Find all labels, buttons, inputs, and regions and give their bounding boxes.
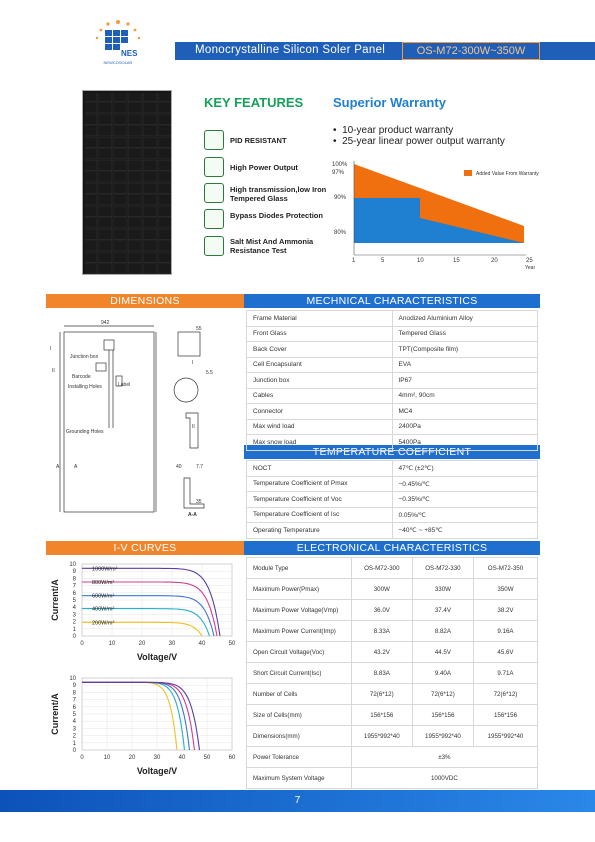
- dimensions-drawing: [46, 318, 242, 518]
- table-cell: Cables: [247, 388, 393, 404]
- x-tick: 10: [417, 258, 424, 264]
- table-cell: 1955*992*40: [351, 726, 412, 747]
- mechanical-table: [246, 310, 538, 451]
- table-row: [247, 388, 538, 404]
- y-tick: 97%: [332, 170, 345, 176]
- x-tick-label: 40: [178, 755, 186, 761]
- table-cell: Operating Temperature: [247, 523, 393, 539]
- table-cell: −0.45%/℃: [392, 476, 538, 492]
- y-tick-label: 5: [72, 712, 76, 718]
- temperature-header: TEMPERATURE COEFFICIENT: [244, 445, 540, 459]
- x-tick-label: 0: [80, 641, 84, 647]
- table-cell: Module Type: [247, 558, 352, 579]
- table-cell: 330W: [412, 579, 473, 600]
- svg-text:A: A: [74, 464, 78, 470]
- svg-text:Grounding Holes: Grounding Holes: [66, 429, 104, 435]
- x-tick-label: 50: [228, 641, 236, 647]
- y-tick-label: 9: [72, 569, 76, 576]
- svg-text:5.5: 5.5: [206, 370, 213, 376]
- power-icon: [204, 157, 224, 177]
- x-tick-label: 30: [153, 755, 161, 761]
- table-cell: 1955*992*40: [473, 726, 537, 747]
- series-label: 200W/m²: [92, 620, 115, 627]
- table-cell: Power Tolerance: [247, 747, 352, 768]
- table-cell: 8.82A: [412, 621, 473, 642]
- warranty-title: Superior Warranty: [333, 95, 446, 110]
- feature-label: High transmission,low Iron Tempered Glass: [230, 185, 327, 203]
- table-cell: −0.35%/℃: [392, 492, 538, 508]
- table-cell: Size of Cells(mm): [247, 705, 352, 726]
- table-cell: Max snow load: [247, 435, 393, 451]
- table-cell: MC4: [392, 404, 538, 420]
- x-tick: 25: [526, 258, 533, 264]
- table-row: [247, 404, 538, 420]
- table-cell: IP67: [392, 373, 538, 389]
- x-tick: 1: [352, 258, 356, 264]
- x-tick: 5: [381, 258, 385, 264]
- feature-label: High Power Output: [230, 163, 298, 172]
- svg-text:35: 35: [196, 499, 202, 505]
- table-row: [247, 373, 538, 389]
- y-axis-label: Current/A: [50, 693, 60, 735]
- table-cell: 8.83A: [351, 663, 412, 684]
- table-cell: ±3%: [351, 747, 537, 768]
- svg-text:A: A: [56, 464, 60, 470]
- y-tick-label: 2: [72, 619, 76, 626]
- table-cell: 2400Pa: [392, 419, 538, 435]
- y-tick: 80%: [334, 230, 347, 236]
- legend-swatch: [464, 170, 472, 176]
- table-cell: 43.2V: [351, 642, 412, 663]
- table-row: [247, 663, 538, 684]
- table-cell: 9.16A: [473, 621, 537, 642]
- table-cell: 4mm², 90cm: [392, 388, 538, 404]
- x-tick-label: 20: [138, 641, 146, 647]
- dimensions-header: DIMENSIONS: [46, 294, 244, 308]
- y-tick-label: 1: [72, 740, 76, 747]
- table-cell: Junction box: [247, 373, 393, 389]
- table-cell: Maximum Power(Pmax): [247, 579, 352, 600]
- table-cell: Front Glass: [247, 326, 393, 342]
- y-tick-label: 10: [69, 676, 76, 682]
- table-cell: Open Circuit Voltage(Voc): [247, 642, 352, 663]
- table-cell: Cell Encapsulant: [247, 357, 393, 373]
- electrical-header: ELECTRONICAL CHARACTERISTICS: [244, 541, 540, 555]
- table-row: [247, 600, 538, 621]
- x-tick: 15: [453, 258, 460, 264]
- table-cell: TPT(Composite film): [392, 342, 538, 358]
- x-tick: 20: [491, 258, 498, 264]
- table-row: [247, 435, 538, 451]
- table-cell: 36.0V: [351, 600, 412, 621]
- table-cell: 37.4V: [412, 600, 473, 621]
- table-cell: 38.2V: [473, 600, 537, 621]
- svg-text:7.7: 7.7: [196, 464, 203, 470]
- table-cell: 9.71A: [473, 663, 537, 684]
- table-row: [247, 311, 538, 327]
- page-title: Monocrystalline Silicon Soler Panel: [195, 44, 386, 56]
- table-row: [247, 419, 538, 435]
- x-tick-label: 20: [128, 755, 136, 761]
- y-tick-label: 9: [72, 683, 76, 690]
- table-row: [247, 705, 538, 726]
- table-cell: Temperature Coefficient of Pmax: [247, 476, 393, 492]
- iv-series-line: [82, 593, 214, 636]
- svg-text:Label: Label: [118, 382, 131, 388]
- y-tick-label: 0: [72, 634, 76, 640]
- warranty-blue-area-1: [354, 198, 420, 243]
- table-row: [247, 461, 538, 477]
- footer-bar: [0, 790, 595, 812]
- table-row: [247, 326, 538, 342]
- table-cell: 156*156: [473, 705, 537, 726]
- table-row: [247, 642, 538, 663]
- table-row: [247, 768, 538, 789]
- table-cell: 72(6*12): [351, 684, 412, 705]
- svg-text:942: 942: [101, 320, 110, 326]
- table-cell: 72(6*12): [412, 684, 473, 705]
- table-row: [247, 342, 538, 358]
- y-axis-label: Current/A: [50, 579, 60, 621]
- table-cell: 156*156: [351, 705, 412, 726]
- legend-label: Added Value From Warranty: [476, 171, 539, 177]
- temperature-table: [246, 460, 538, 539]
- pid-icon: [204, 130, 224, 150]
- table-cell: Frame Material: [247, 311, 393, 327]
- table-cell: OS-M72-350: [473, 558, 537, 579]
- key-features-title: KEY FEATURES: [204, 95, 304, 110]
- mechanical-header: MECHNICAL CHARACTERISTICS: [244, 294, 540, 308]
- table-cell: 8.33A: [351, 621, 412, 642]
- table-row: [247, 621, 538, 642]
- table-cell: OS-M72-330: [412, 558, 473, 579]
- svg-text:40: 40: [176, 464, 182, 470]
- table-cell: Back Cover: [247, 342, 393, 358]
- table-cell: 5400Pa: [392, 435, 538, 451]
- logo-text: NES: [121, 49, 138, 58]
- svg-text:I: I: [50, 346, 52, 352]
- x-unit: Year: [525, 265, 536, 271]
- table-cell: Max wind load: [247, 419, 393, 435]
- table-cell: Connector: [247, 404, 393, 420]
- y-tick-label: 2: [72, 733, 76, 740]
- table-row: [247, 523, 538, 539]
- table-cell: 156*156: [412, 705, 473, 726]
- y-tick-label: 8: [72, 690, 76, 697]
- x-tick-label: 60: [228, 755, 236, 761]
- feature-label: Salt Mist And Ammonia Resistance Test: [230, 237, 314, 255]
- y-tick-label: 10: [69, 562, 76, 568]
- table-cell: Dimensions(mm): [247, 726, 352, 747]
- table-cell: EVA: [392, 357, 538, 373]
- table-row: [247, 476, 538, 492]
- y-tick: 100%: [332, 162, 348, 168]
- table-cell: 0.05%/℃: [392, 507, 538, 523]
- svg-text:Barcode: Barcode: [72, 374, 91, 380]
- table-row: [247, 747, 538, 768]
- table-row: [247, 579, 538, 600]
- table-cell: 1000VDC: [351, 768, 537, 789]
- solar-panel-image: [82, 90, 172, 275]
- table-cell: 300W: [351, 579, 412, 600]
- warranty-bullet: • 10-year product warranty: [333, 125, 454, 136]
- table-row: [247, 507, 538, 523]
- table-cell: −40℃ ~ +85℃: [392, 523, 538, 539]
- y-tick-label: 6: [72, 590, 76, 597]
- y-tick-label: 6: [72, 704, 76, 711]
- diode-icon: [204, 209, 224, 229]
- x-tick-label: 30: [168, 641, 176, 647]
- x-tick-label: 40: [198, 641, 206, 647]
- y-tick-label: 1: [72, 626, 76, 633]
- y-tick-label: 7: [72, 697, 76, 704]
- table-row: [247, 726, 538, 747]
- logo-subtext: NEWCOSOLAR: [103, 60, 133, 65]
- model-badge: OS-M72-300W~350W: [402, 42, 540, 60]
- svg-text:55: 55: [196, 326, 202, 332]
- table-row: [247, 492, 538, 508]
- x-axis-label: Voltage/V: [136, 766, 178, 776]
- table-cell: 45.6V: [473, 642, 537, 663]
- series-label: 600W/m²: [92, 593, 115, 600]
- svg-text:II: II: [52, 368, 55, 374]
- table-row: [247, 558, 538, 579]
- page-number: 7: [294, 795, 301, 806]
- svg-text:II: II: [192, 424, 195, 430]
- x-tick-label: 10: [103, 755, 111, 761]
- feature-label: PID RESISTANT: [230, 136, 287, 145]
- y-tick-label: 5: [72, 598, 76, 604]
- y-tick-label: 8: [72, 576, 76, 583]
- iv-curve-chart-1: [48, 558, 244, 670]
- svg-text:A-A: A-A: [188, 512, 197, 518]
- iv-curves-header: I-V CURVES: [46, 541, 244, 555]
- table-row: [247, 684, 538, 705]
- series-label: 800W/m²: [92, 580, 115, 586]
- table-cell: Tempered Glass: [392, 326, 538, 342]
- warranty-bullet: • 25-year linear power output warranty: [333, 136, 505, 147]
- x-tick-label: 0: [80, 755, 84, 761]
- table-cell: 44.5V: [412, 642, 473, 663]
- x-tick-label: 10: [108, 641, 116, 647]
- svg-text:Installing Holes: Installing Holes: [68, 384, 102, 390]
- table-cell: 47℃ (±2℃): [392, 461, 538, 477]
- table-cell: 350W: [473, 579, 537, 600]
- table-cell: 72(6*12): [473, 684, 537, 705]
- y-tick-label: 0: [72, 748, 76, 754]
- x-axis-label: Voltage/V: [136, 652, 178, 662]
- table-cell: Maximum System Voltage: [247, 768, 352, 789]
- y-tick-label: 4: [72, 605, 76, 612]
- glass-icon: [204, 183, 224, 203]
- table-cell: Number of Cells: [247, 684, 352, 705]
- table-cell: Anodized Aluminium Alloy: [392, 311, 538, 327]
- warranty-chart: [330, 158, 545, 273]
- table-cell: 9.40A: [412, 663, 473, 684]
- svg-text:I: I: [192, 360, 194, 366]
- y-tick: 90%: [334, 195, 347, 201]
- table-cell: Short Circuit Current(Isc): [247, 663, 352, 684]
- y-tick-label: 3: [72, 612, 76, 619]
- iv-curve-chart-2: [48, 672, 244, 782]
- feature-label: Bypass Diodes Protection: [230, 211, 323, 220]
- salt-icon: [204, 236, 224, 256]
- table-cell: NOCT: [247, 461, 393, 477]
- company-logo: [88, 14, 148, 72]
- y-tick-label: 4: [72, 719, 76, 726]
- series-label: 1000W/m²: [92, 566, 118, 573]
- y-tick-label: 7: [72, 583, 76, 590]
- electrical-table: [246, 557, 538, 789]
- table-cell: 1955*992*40: [412, 726, 473, 747]
- table-row: [247, 357, 538, 373]
- table-cell: Temperature Coefficient of Voc: [247, 492, 393, 508]
- table-cell: Maximum Power Current(Imp): [247, 621, 352, 642]
- table-cell: Temperature Coefficient of Isc: [247, 507, 393, 523]
- table-cell: OS-M72-300: [351, 558, 412, 579]
- series-label: 400W/m²: [92, 606, 115, 613]
- svg-text:Junction box: Junction box: [70, 354, 99, 360]
- x-tick-label: 50: [203, 755, 211, 761]
- y-tick-label: 3: [72, 726, 76, 733]
- table-cell: Maximum Power Voltage(Vmp): [247, 600, 352, 621]
